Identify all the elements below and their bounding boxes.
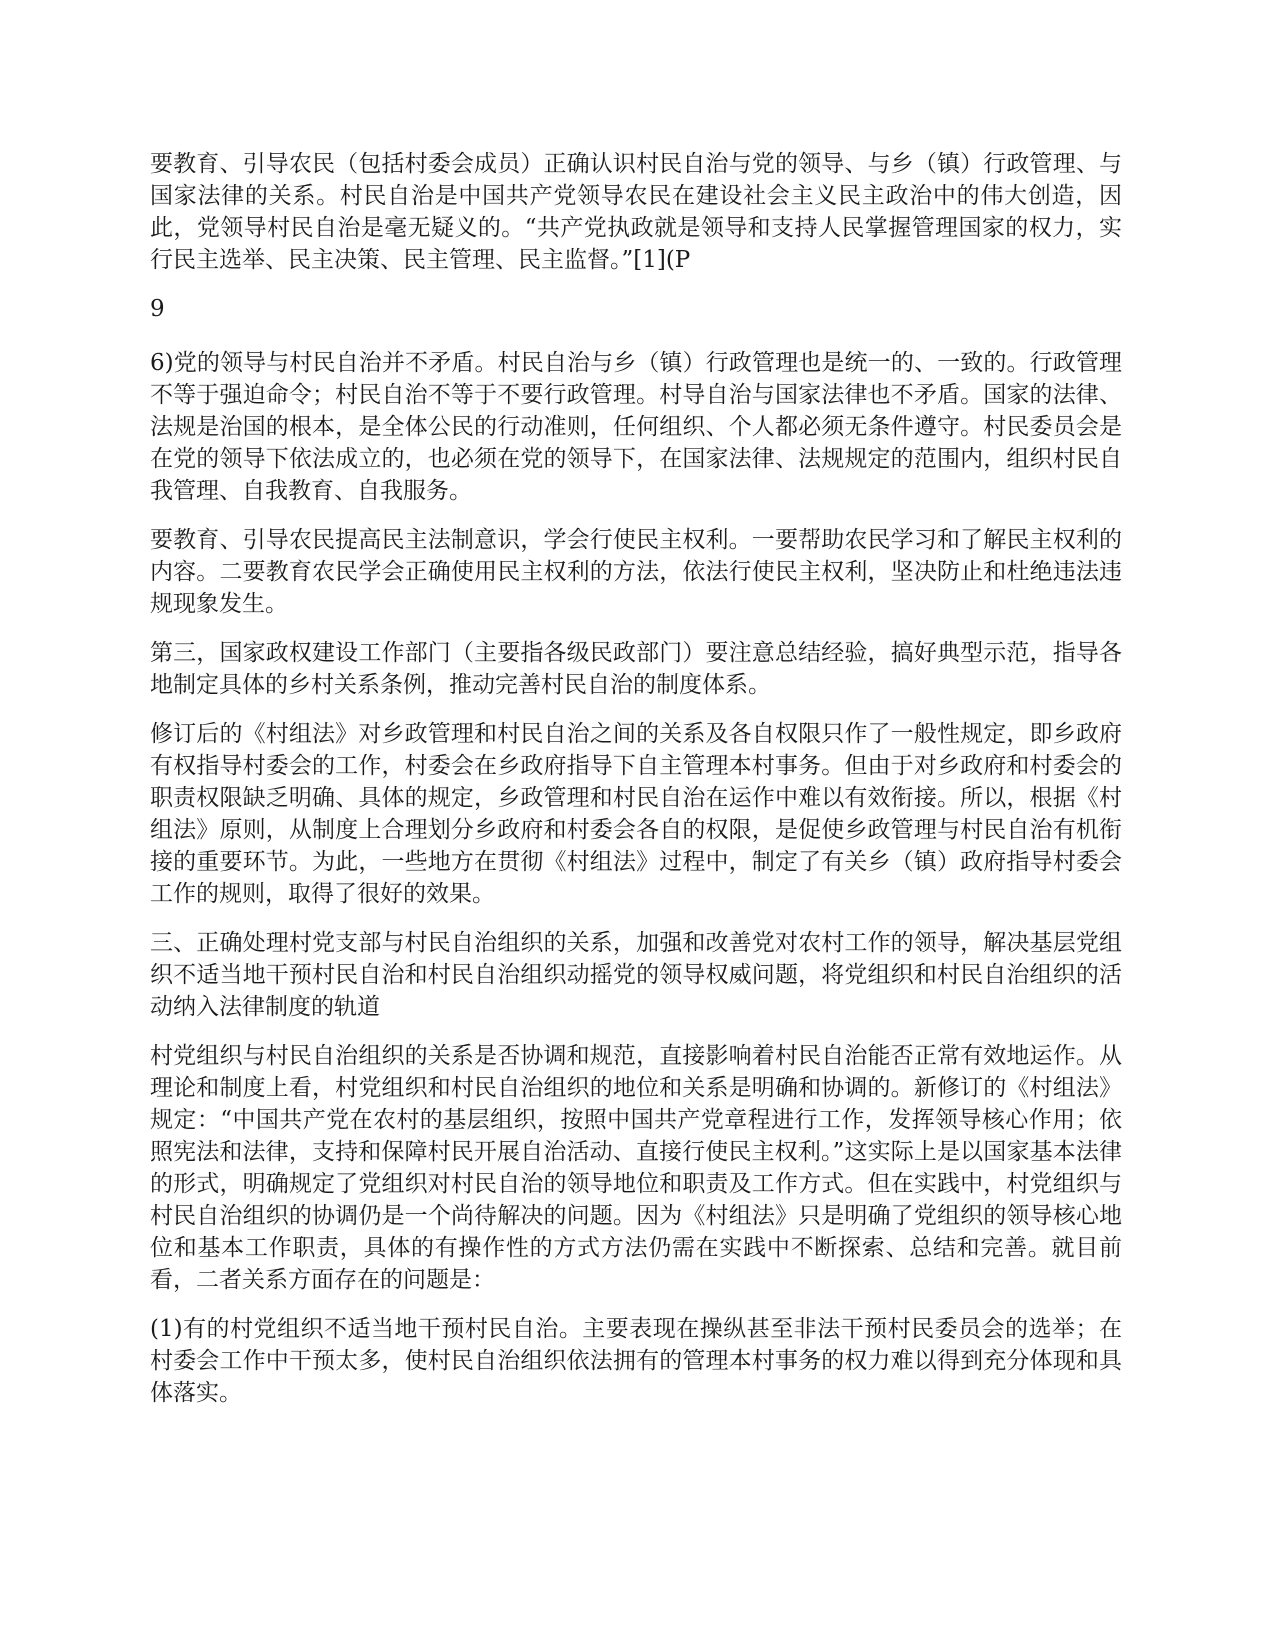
paragraph-page-number: 9 — [150, 296, 165, 322]
paragraph-party-organization: 村党组织与村民自治组织的关系是否协调和规范，直接影响着村民自治能否正常有效地运作。从理论和制度上看，村党组织和村民自治组织的地位和关系是明确和协调的。新修订的《村组法》规定：“中国共产党在农村的基层组织，按照中国共产党章程进行工作，发挥领导核心作用；依照宪法和法律，支持和保障村民开展自治活动、直接行使民主权利。”这实际上是以国家基本法律的形式，明确规定了党组织对村民自治的领导地位和职责及工作方式。但在实践中，村党组织与村民自治组织的协调仍是一个尚待解决的问题。因为《村组法》只是明确了党组织的领导核心地位和基本工作职责，具体的有操作性的方式方法仍需在实践中不断探索、总结和完善。就目前看，二者关系方面存在的问题是： — [150, 1043, 1122, 1293]
paragraph-problem-one: (1)有的村党组织不适当地干预村民自治。主要表现在操纵甚至非法干预村民委员会的选举；在村委会工作中干预太多，使村民自治组织依法拥有的管理本村事务的权力难以得到充分体现和具体落实。 — [150, 1316, 1122, 1406]
section-heading-three: 三、正确处理村党支部与村民自治组织的关系，加强和改善党对农村工作的领导，解决基层党组织不适当地干预村民自治和村民自治组织动摇党的领导权威问题，将党组织和村民自治组织的活动纳入法律制度的轨道 — [150, 930, 1122, 1020]
document-page — [150, 148, 1122, 1426]
paragraph-democratic-rights: 要教育、引导农民提高民主法制意识，学会行使民主权利。一要帮助农民学习和了解民主权利的内容。二要教育农民学会正确使用民主权利的方法，依法行使民主权利，坚决防止和杜绝违法违规现象发生。 — [150, 527, 1122, 617]
paragraph-party-leadership: 6)党的领导与村民自治并不矛盾。村民自治与乡（镇）行政管理也是统一的、一致的。行政管理不等于强迫命令；村民自治不等于不要行政管理。村导自治与国家法律也不矛盾。国家的法律、法规是治国的根本，是全体公民的行动准则，任何组织、个人都必须无条件遵守。村民委员会是在党的领导下依法成立的，也必须在党的领导下，在国家法律、法规规定的范围内，组织村民自我管理、自我教育、自我服务。 — [150, 350, 1122, 504]
paragraph-revised-law: 修订后的《村组法》对乡政管理和村民自治之间的关系及各自权限只作了一般性规定，即乡政府有权指导村委会的工作，村委会在乡政府指导下自主管理本村事务。但由于对乡政府和村委会的职责权限缺乏明确、具体的规定，乡政管理和村民自治在运作中难以有效衔接。所以，根据《村组法》原则，从制度上合理划分乡政府和村委会各自的权限，是促使乡政管理与村民自治有机衔接的重要环节。为此，一些地方在贯彻《村组法》过程中，制定了有关乡（镇）政府指导村委会工作的规则，取得了很好的效果。 — [150, 721, 1122, 907]
paragraph-third-point: 第三，国家政权建设工作部门（主要指各级民政部门）要注意总结经验，搞好典型示范，指导各地制定具体的乡村关系条例，推动完善村民自治的制度体系。 — [150, 640, 1122, 698]
paragraph-intro: 要教育、引导农民（包括村委会成员）正确认识村民自治与党的领导、与乡（镇）行政管理、与国家法律的关系。村民自治是中国共产党领导农民在建设社会主义民主政治中的伟大创造，因此，党领导村民自治是毫无疑义的。“共产党执政就是领导和支持人民掌握管理国家的权力，实行民主选举、民主决策、民主管理、民主监督。”[1](P — [150, 151, 1122, 273]
